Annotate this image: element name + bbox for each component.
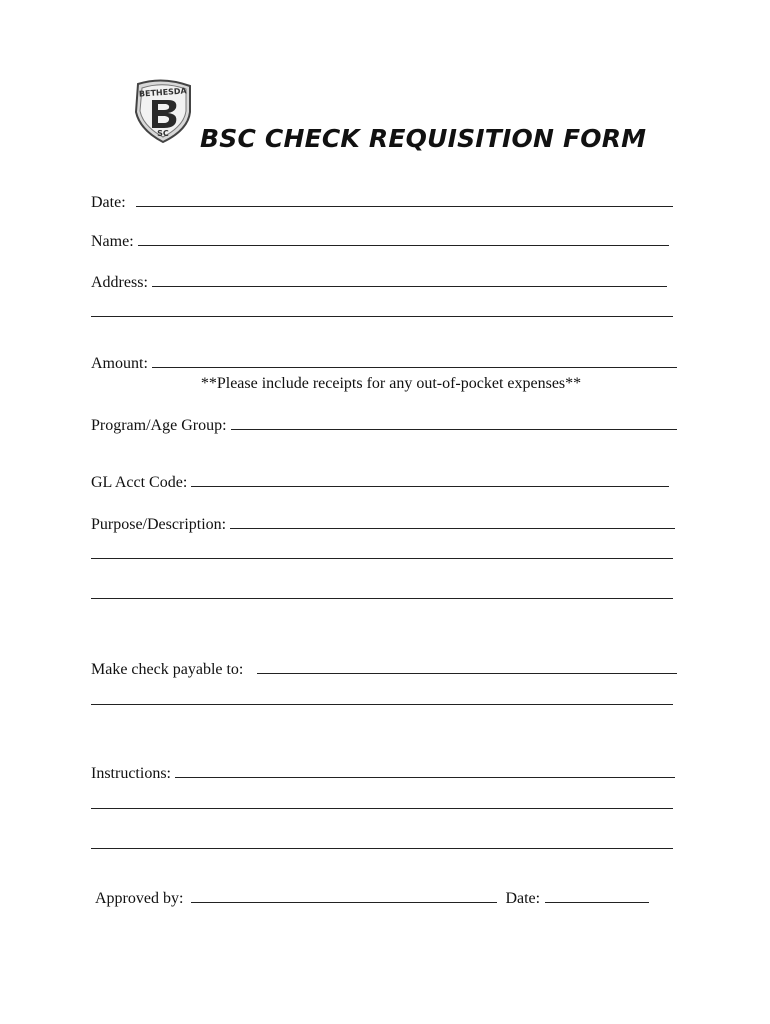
purpose-line[interactable] <box>230 515 675 529</box>
form-title: BSC CHECK REQUISITION FORM <box>200 124 647 153</box>
svg-text:BETHESDA: BETHESDA <box>138 86 187 99</box>
approval-row[interactable] <box>95 889 670 908</box>
instructions-line-3[interactable] <box>91 848 673 849</box>
purpose-line-3[interactable] <box>91 598 673 599</box>
approved-by-label: Approved by: <box>95 890 184 907</box>
payable-label: Make check payable to: <box>91 661 244 678</box>
receipts-note: **Please include receipts for any out-of-pocket expenses** <box>200 375 582 392</box>
gl-label: GL Acct Code: <box>91 474 188 491</box>
name-label: Name: <box>91 233 134 250</box>
instructions-field[interactable] <box>91 764 677 783</box>
address-label: Address: <box>91 274 148 291</box>
gl-line[interactable] <box>191 473 669 487</box>
address-line-2[interactable] <box>91 316 673 317</box>
approved-date-line[interactable] <box>545 889 649 903</box>
program-label: Program/Age Group: <box>91 417 227 434</box>
payable-line[interactable] <box>257 660 677 674</box>
date-line[interactable] <box>136 193 673 207</box>
date-label: Date: <box>91 194 126 211</box>
address-field[interactable] <box>91 273 677 292</box>
payable-field[interactable] <box>91 660 677 679</box>
bethesda-sc-logo <box>130 78 196 144</box>
name-field[interactable] <box>91 232 677 251</box>
program-field[interactable] <box>91 416 677 435</box>
amount-field[interactable] <box>91 354 677 373</box>
purpose-line-2[interactable] <box>91 558 673 559</box>
name-line[interactable] <box>138 232 669 246</box>
purpose-field[interactable] <box>91 515 677 534</box>
address-line[interactable] <box>152 273 667 287</box>
program-line[interactable] <box>231 416 677 430</box>
approved-by-line[interactable] <box>191 889 497 903</box>
date-field[interactable] <box>91 193 677 212</box>
instructions-line[interactable] <box>175 764 675 778</box>
amount-label: Amount: <box>91 355 148 372</box>
approved-date-label: Date: <box>505 890 541 907</box>
instructions-label: Instructions: <box>91 765 171 782</box>
amount-line[interactable] <box>152 354 677 368</box>
svg-text:SC: SC <box>157 129 169 138</box>
payable-line-2[interactable] <box>91 704 673 705</box>
gl-field[interactable] <box>91 473 677 492</box>
purpose-label: Purpose/Description: <box>91 516 227 533</box>
instructions-line-2[interactable] <box>91 808 673 809</box>
